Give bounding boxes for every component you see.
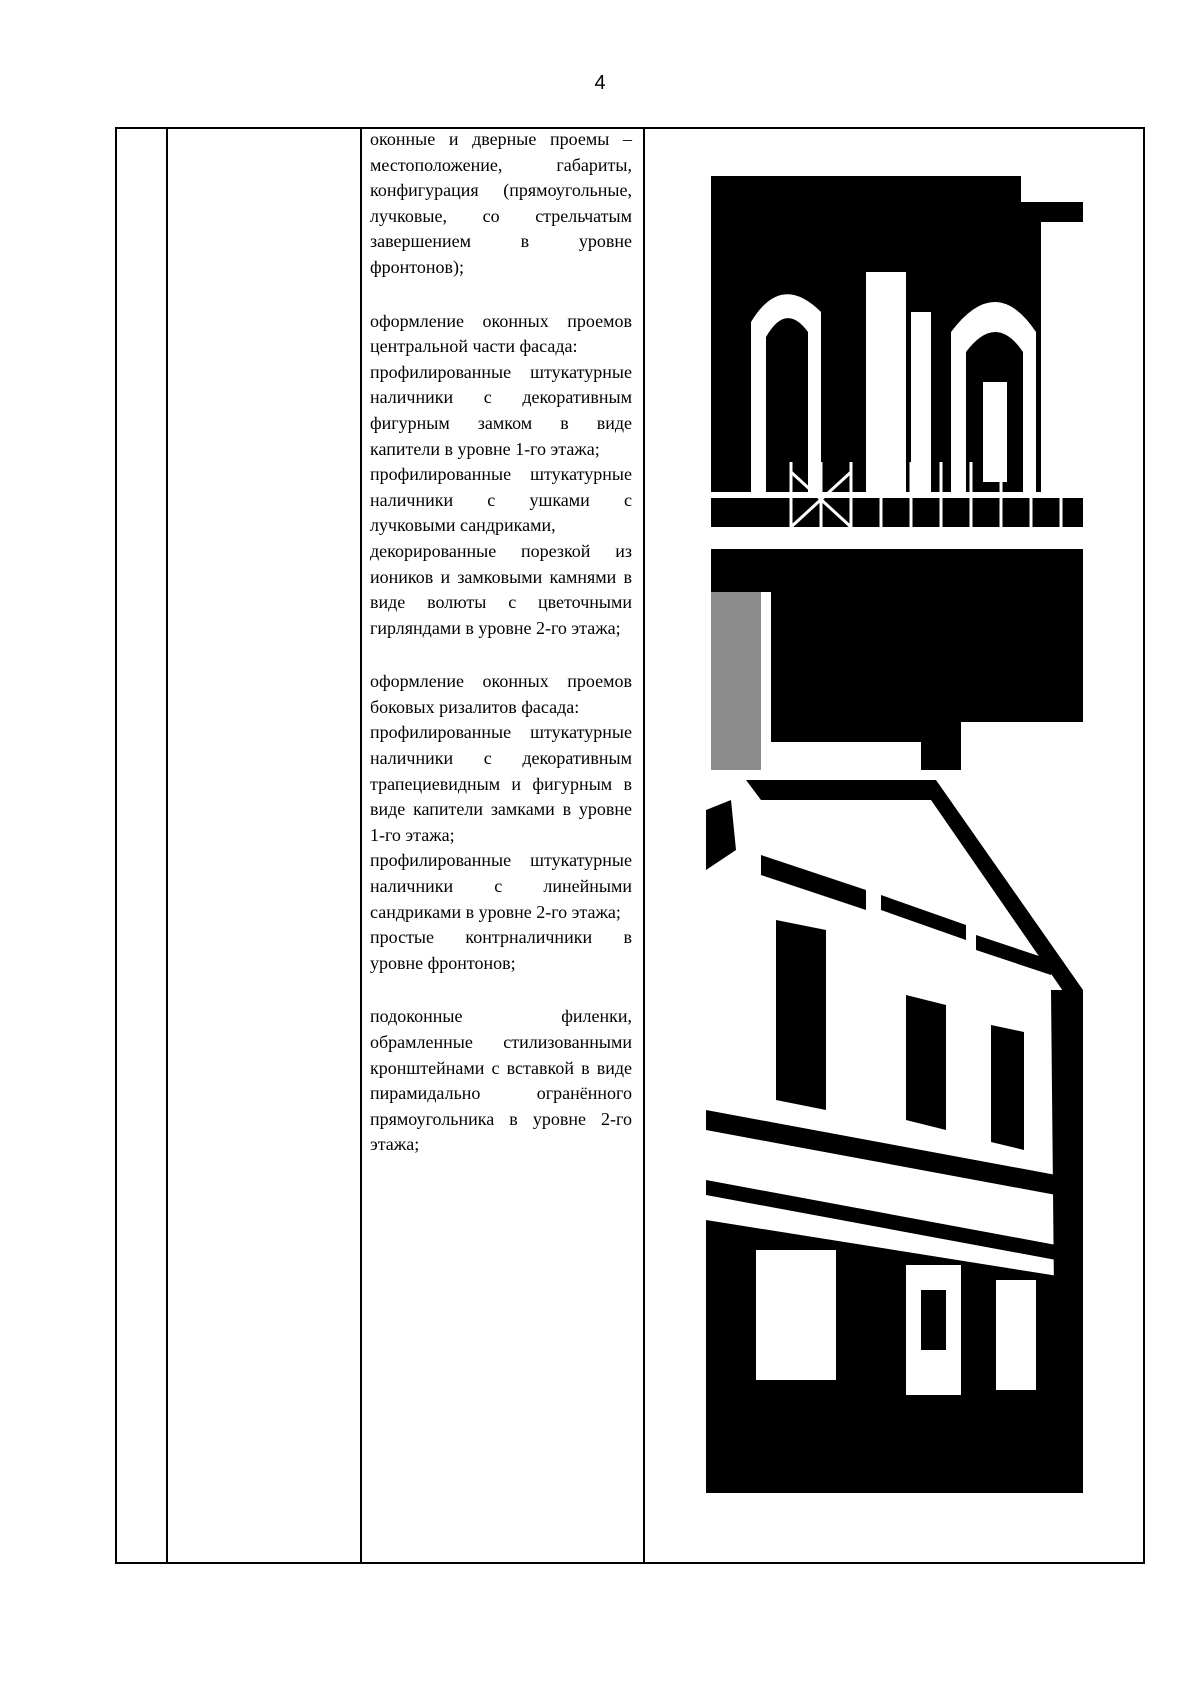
text-block-side-line-3: простые контрналичники в уровне фронтонов; [370,927,632,973]
text-block-central-heading: оформление оконных проемов центральной части фасада: [370,310,632,357]
facade-photo-side [706,780,1083,1493]
text-block-side-line-1: профилированные штукатурные наличники с декоративным трапециевидным и фигурным в виде капители замками в уровне 1-го этажа; [370,722,632,845]
text-block-panels: подоконные филенки, обрамленные стилизованными кронштейнами с вставкой в виде пирамидально огранённого прямоугольника в уровне 2-го этажа; [370,1006,632,1155]
text-block-central-line-1: профилированные штукатурные наличники с декоративным фигурным замком в виде капители в уровне 1-го этажа; [370,361,632,459]
text-block-side-heading: оформление оконных проемов боковых ризалитов фасада: [370,671,632,717]
column-divider-2 [360,129,362,1562]
column-divider-3 [643,129,645,1562]
page-number: 4 [594,72,606,94]
text-block-central-line-2: профилированные штукатурные наличники с ушками с лучковыми сандриками, [370,464,632,536]
text-block-central-line-3: декорированные порезкой из иоников и замковыми камнями в виде волюты с цветочными гирляндами в уровне 2-го этажа; [370,540,632,638]
text-block-openings: оконные и дверные проемы – местоположение, габариты, конфигурация (прямоугольные, лучковые, со стрельчатым завершением в уровне фронтонов); [370,129,632,277]
description-column [370,127,632,1158]
facade-photo-central [711,162,1083,770]
column-divider-1 [166,129,168,1562]
text-block-side-line-2: профилированные штукатурные наличники с линейными сандриками в уровне 2-го этажа; [370,850,632,922]
